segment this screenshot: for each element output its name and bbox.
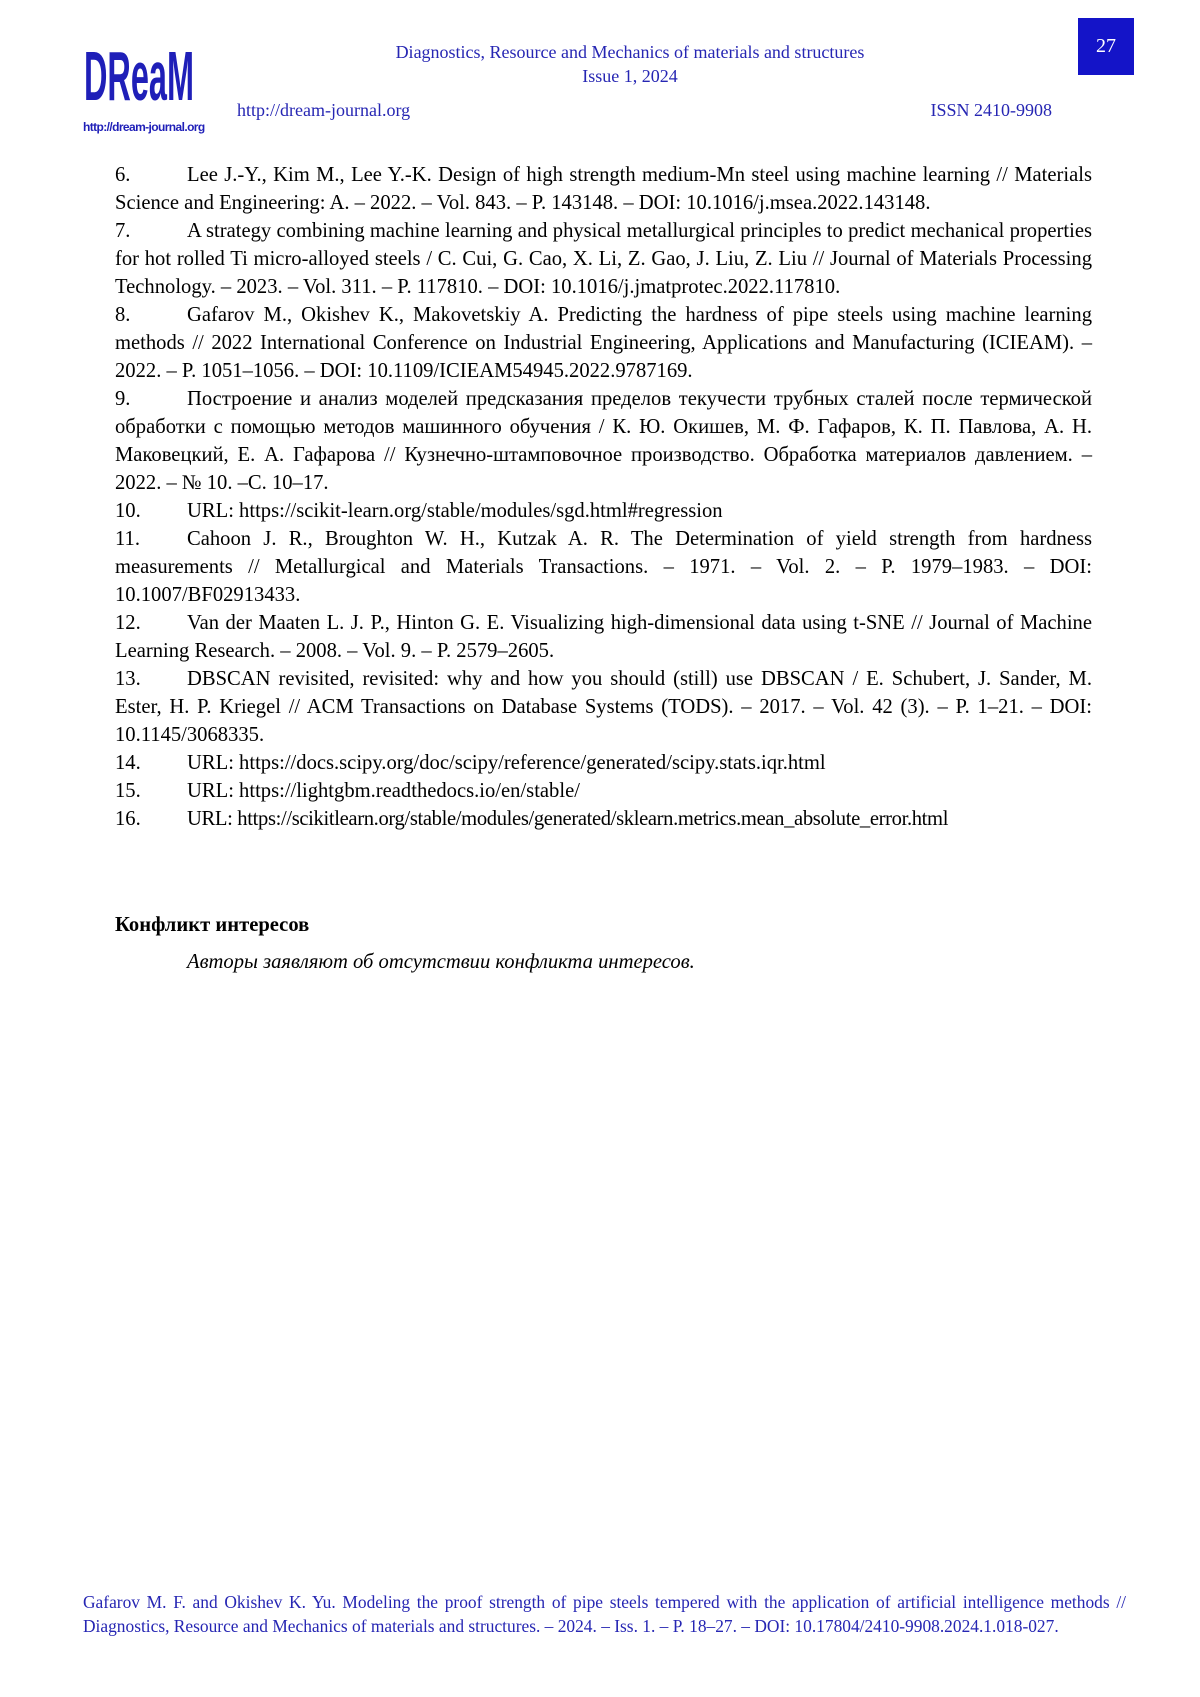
reference-link[interactable]: URL: https://lightgbm.readthedocs.io/en/stable/: [187, 780, 580, 802]
reference-text: Cahoon J. R., Broughton W. H., Kutzak A. R. The Determination of yield strength from hardness measurements // Metallurgical and Materials Transactions. – 1971. – Vol. 2. – P. 1979–1983. – DOI: 10.1007/BF02913433.: [115, 528, 1092, 606]
reference-number: 15.: [115, 777, 187, 805]
reference-number: 6.: [115, 161, 187, 189]
reference-text: Построение и анализ моделей предсказания пределов текучести трубных сталей после термической обработки с помощью методов машинного обучения / К. Ю. Окишев, М. Ф. Гафаров, К. П. Павлова, А. Н. Маковецкий, Е. А. Гафарова // Кузнечно-штамповочное производство. Обработка материалов давлением. – 2022. – № 10. –С. 10–17.: [115, 388, 1092, 494]
reference-item: [115, 609, 1092, 665]
page-number: 27: [1078, 18, 1134, 75]
reference-number: 9.: [115, 385, 187, 413]
reference-item: [115, 161, 1092, 217]
reference-number: 14.: [115, 749, 187, 777]
journal-title: Diagnostics, Resource and Mechanics of materials and structures: [330, 40, 930, 64]
reference-text: Van der Maaten L. J. P., Hinton G. E. Visualizing high-dimensional data using t-SNE // Journal of Machine Learning Research. – 2008. – Vol. 9. – P. 2579–2605.: [115, 612, 1092, 662]
logo-url: http://dream-journal.org: [83, 120, 195, 134]
reference-item: [115, 497, 1092, 525]
journal-header: [330, 40, 930, 88]
reference-link[interactable]: URL: https://scikit-learn.org/stable/modules/sgd.html#regression: [187, 500, 723, 522]
logo-word: DReaM: [84, 39, 194, 102]
journal-site-link[interactable]: http://dream-journal.org: [237, 100, 410, 121]
reference-text: Lee J.-Y., Kim M., Lee Y.-K. Design of high strength medium-Mn steel using machine learning // Materials Science and Engineering: A. – 2022. – Vol. 843. – P. 143148. – DOI: 10.1016/j.msea.2022.143148.: [115, 164, 1092, 214]
reference-number: 11.: [115, 525, 187, 553]
reference-item: [115, 217, 1092, 301]
reference-item: [115, 665, 1092, 749]
reference-list: [115, 161, 1092, 833]
conflict-statement: Авторы заявляют об отсутствии конфликта интересов.: [187, 951, 695, 974]
reference-number: 10.: [115, 497, 187, 525]
reference-item: [115, 385, 1092, 497]
reference-number: 12.: [115, 609, 187, 637]
dream-logo-icon: [83, 16, 195, 102]
reference-text: DBSCAN revisited, revisited: why and how you should (still) use DBSCAN / E. Schubert, J. Sander, M. Ester, H. P. Kriegel // ACM Transactions on Database Systems (TODS). – 2017. – Vol. 42 (3). – P. 1–21. – DOI: 10.1145/3068335.: [115, 668, 1092, 746]
reference-number: 16.: [115, 805, 187, 833]
reference-item: [115, 525, 1092, 609]
journal-issue: Issue 1, 2024: [330, 64, 930, 88]
issn: ISSN 2410-9908: [930, 100, 1052, 121]
reference-text: Gafarov M., Okishev K., Makovetskiy A. Predicting the hardness of pipe steels using machine learning methods // 2022 International Conference on Industrial Engineering, Applications and Manufacturing (ICIEAM). – 2022. – P. 1051–1056. – DOI: 10.1109/ICIEAM54945.2022.9787169.: [115, 304, 1092, 382]
reference-number: 8.: [115, 301, 187, 329]
reference-item: [115, 777, 1092, 805]
reference-number: 7.: [115, 217, 187, 245]
journal-logo: [83, 16, 195, 132]
reference-item: [115, 805, 1092, 833]
reference-link[interactable]: URL: https://docs.scipy.org/doc/scipy/reference/generated/scipy.stats.iqr.html: [187, 752, 826, 774]
reference-item: [115, 301, 1092, 385]
reference-link[interactable]: URL: https://scikitlearn.org/stable/modules/generated/sklearn.metrics.mean_absolute_error.html: [187, 808, 948, 830]
reference-number: 13.: [115, 665, 187, 693]
conflict-heading: Конфликт интересов: [115, 914, 309, 937]
citation-footer: Gafarov M. F. and Okishev K. Yu. Modeling the proof strength of pipe steels tempered with the application of artificial intelligence methods // Diagnostics, Resource and Mechanics of materials and structures. – 2024. – Iss. 1. – P. 18–27. – DOI: 10.17804/2410-9908.2024.1.018-027.: [83, 1590, 1126, 1638]
reference-text: A strategy combining machine learning and physical metallurgical principles to predict mechanical properties for hot rolled Ti micro-alloyed steels / C. Cui, G. Cao, X. Li, Z. Gao, J. Liu, Z. Liu // Journal of Materials Processing Technology. – 2023. – Vol. 311. – P. 117810. – DOI: 10.1016/j.jmatprotec.2022.117810.: [115, 220, 1092, 298]
reference-item: [115, 749, 1092, 777]
